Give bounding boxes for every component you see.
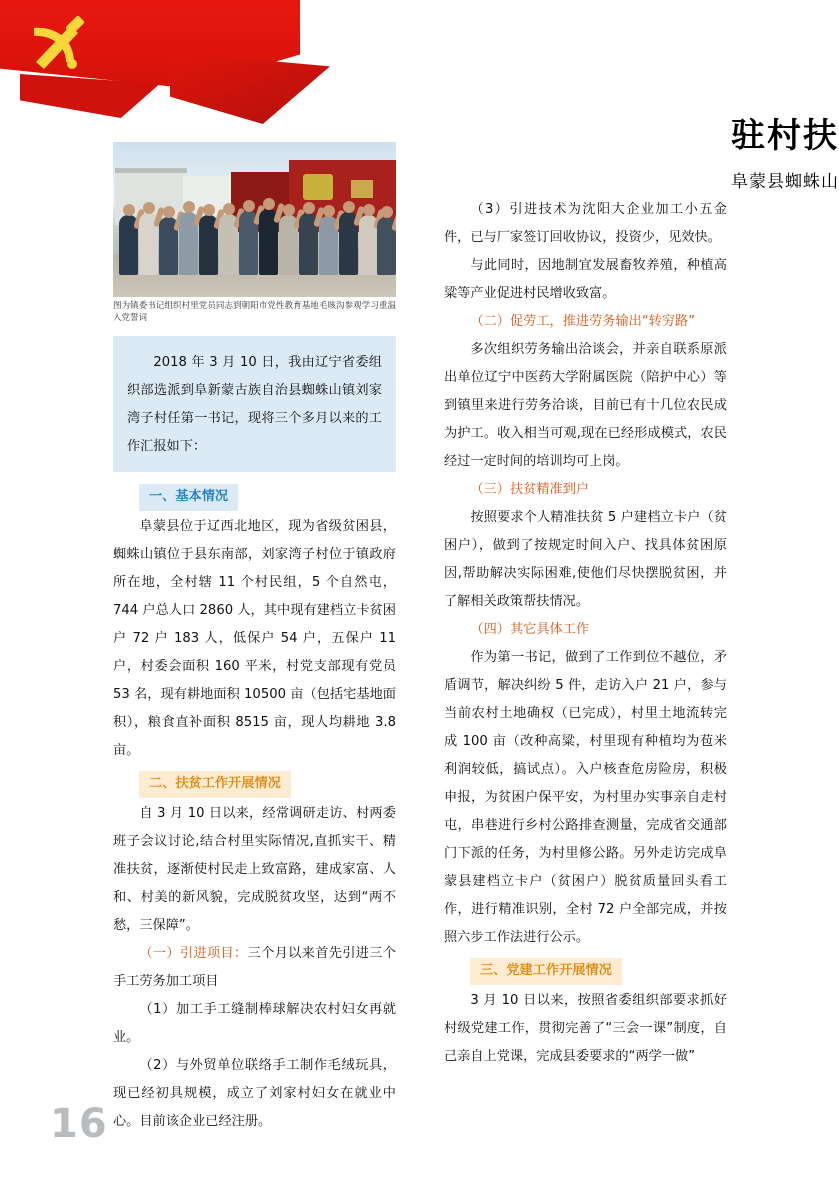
photo-crowd	[113, 189, 396, 275]
paragraph-sub-item-1	[113, 940, 396, 996]
section-heading-poverty-work: 二、扶贫工作开展情况	[139, 771, 291, 798]
left-column	[113, 142, 396, 1136]
title-block	[419, 108, 839, 192]
paragraph-sub-heading-labor: （二）促劳工，推进劳务输出“转穷路”	[470, 314, 696, 329]
decorative-flag-banner	[0, 0, 330, 122]
right-column	[444, 196, 727, 1071]
hammer-sickle-icon	[26, 16, 92, 76]
paragraph-r2: 与此同时，因地制宜发展畜牧养殖，种植高粱等产业促进村民增收致富。	[444, 258, 727, 301]
paragraph-party-building: 3 月 10 日以来，按照省委组织部要求抓好村级党建工作，贯彻完善了“三会一课”制度，自己亲自上党课，完成县委要求的“两学一做”	[444, 993, 727, 1064]
section-heading-party-building: 三、党建工作开展情况	[470, 958, 622, 985]
photo-figure	[113, 142, 396, 324]
flag-shape-tail	[170, 52, 330, 124]
paragraph-r5: 作为第一书记，做到了工作到位不越位，矛盾调节，解决纠纷 5 件，走访入户 21 户，参与当前农村土地确权（已完成），村里土地流转完成 100 亩（改种高粱，村里现有种植均为苞米利润较低，搞试点）。入户核查危房险房，积极申报，为贫困户保平安，为村里办实事亲自走村屯，串巷进行乡村公路排查测量，完成省交通部门下派的任务，为村里修公路。另外走访完成阜蒙县建档立卡户（贫困户）脱贫质量回头看工作，进行精准识别，全村 72 户全部完成，并按照六步工作法进行公示。	[444, 650, 727, 945]
intro-highlight-box	[113, 336, 396, 472]
paragraph-poverty-work: 自 3 月 10 日以来，经常调研走访、村两委班子会议讨论,结合村里实际情况,直抓实干、精准扶贫，逐渐使村民走上致富路，建成家富、人和、村美的新风貌，完成脱贫攻坚，达到“两不愁，三保障”。	[113, 806, 396, 933]
photo-caption: 图为镇委书记组织村里党员同志到朝阳市党性教育基地毛咳沟参观学习重温入党誓词	[113, 301, 396, 323]
paragraph-sub-item-2: （1）加工手工缝制棒球解决农村妇女再就业。	[113, 1002, 396, 1045]
paragraph-r3: 多次组织劳务输出洽谈会，并亲自联系原派出单位辽宁中医药大学附属医院（陪护中心）等到镇里来进行劳务洽谈，目前已有十几位农民成为护工。收入相当可观,现在已经形成模式，农民经过一定时间的培训均可上岗。	[444, 342, 727, 469]
village-photo	[113, 142, 396, 297]
intro-paragraph: 2018 年 3 月 10 日，我由辽宁省委组织部选派到阜新蒙古族自治县蜘蛛山镇刘家湾子村任第一书记，现将三个多月以来的工作汇报如下：	[127, 355, 382, 454]
paragraph-r1: （3）引进技术为沈阳大企业加工小五金件，已与厂家签订回收协议，投资少，见效快。	[444, 202, 727, 245]
paragraph-basic-situation: 阜蒙县位于辽西北地区，现为省级贫困县，蜘蛛山镇位于县东南部，刘家湾子村位于镇政府所在地，全村辖 11 个村民组，5 个自然屯，744 户总人口 2860 人，其中现有建档立卡贫困户 72 户 183 人，低保户 54 户，五保户 11 户，村委会面积 160 平米，村党支部现有党员 53 名，现有耕地面积 10500 亩（包括宅基地面积），粮食直补面积 8515 亩，现人均耕地 3.8 亩。	[113, 519, 396, 758]
paragraph-sub-heading-other: （四）其它具体工作	[470, 622, 590, 637]
sub-item-1-label: （一）引进项目：	[139, 946, 248, 961]
paragraph-r4: 按照要求个人精准扶贫 5 户建档立卡户（贫困户），做到了按规定时间入户、找具体贫困原因,帮助解决实际困难,使他们尽快摆脱贫困，并了解相关政策帮扶情况。	[444, 510, 727, 609]
paragraph-sub-heading-precision: （三）扶贫精准到户	[470, 482, 590, 497]
section-heading-basic-situation: 一、基本情况	[139, 484, 238, 511]
page-title: 驻村扶	[731, 116, 839, 156]
page-subtitle: 阜蒙县蜘蛛山	[731, 172, 839, 192]
paragraph-sub-item-3: （2）与外贸单位联络手工制作毛绒玩具，现已经初具规模，成立了刘家村妇女在就业中心。目前该企业已经注册。	[113, 1058, 396, 1129]
sub-item-1-text: 三个月以来首先引进三个手工劳务加工项目	[113, 946, 396, 989]
page-number: 16	[50, 1101, 108, 1147]
